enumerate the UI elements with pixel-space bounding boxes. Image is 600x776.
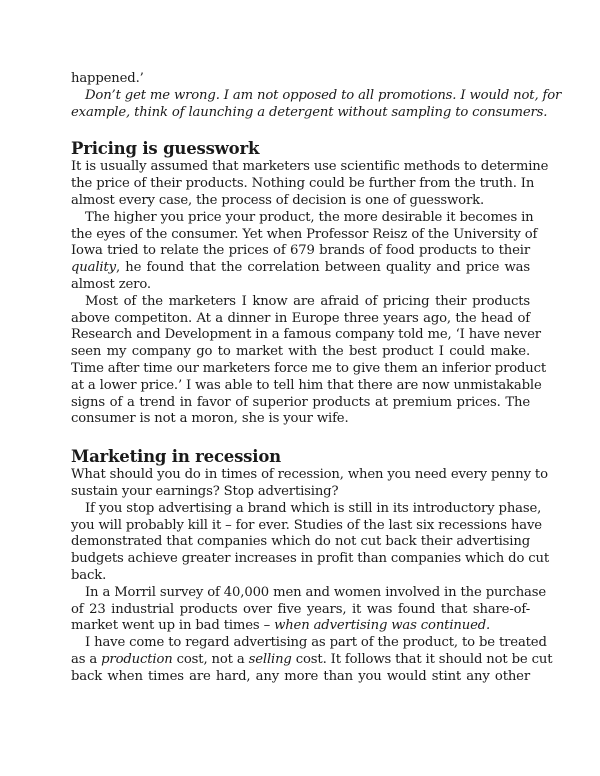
text-line: happened.’ [71, 71, 144, 86]
text-line: example, think of launching a detergent without sampling to consumers. [71, 104, 548, 120]
text-line: of 23 industrial products over five years, it was found that share-of- [71, 601, 530, 617]
text-line: Most of the marketers I know are afraid of pricing their products [85, 293, 530, 309]
text-line: Iowa tried to relate the prices of 679 brands of food products to their [71, 243, 530, 259]
text-line: It is usually assumed that marketers use scientific methods to determine [71, 159, 549, 175]
text-line: consumer is not a moron, she is your wife. [71, 411, 349, 427]
paragraph [71, 209, 538, 294]
italic-paragraph [71, 87, 562, 122]
text-line: almost zero. [71, 276, 151, 292]
text-line: signs of a trend in favor of superior products at premium prices. The [71, 394, 530, 410]
text-line: demonstrated that companies which do not cut back their advertising [71, 534, 530, 550]
text-line: Research and Development in a famous company told me, ‘I have never [71, 327, 541, 343]
section-heading-pricing: Pricing is guesswork [71, 139, 260, 159]
text-span: as a [71, 651, 102, 667]
text-line [71, 260, 530, 277]
text-line: The higher you price your product, the more desirable it becomes in [85, 209, 534, 225]
paragraph [71, 584, 547, 635]
text-line: the eyes of the consumer. Yet when Professor Reisz of the University of [71, 226, 538, 242]
paragraph [71, 467, 548, 501]
section-heading-recession: Marketing in recession [71, 447, 281, 467]
emphasis: when advertising was continued. [274, 618, 491, 634]
paragraph [71, 635, 553, 685]
text-line: at a lower price.’ I was able to tell him that there are now unmistakable [71, 377, 542, 393]
paragraph [71, 500, 550, 585]
text-span: , he found that the correlation between quality and price was [115, 260, 530, 276]
text-line [71, 651, 553, 669]
emphasis: quality [71, 260, 116, 276]
text-line: If you stop advertising a brand which is still in its introductory phase, [85, 500, 542, 516]
text-line: budgets achieve greater increases in profit than companies which do cut [71, 551, 550, 567]
text-line: back when times are hard, any more than you would stint any other [71, 668, 530, 684]
emphasis: selling [248, 651, 292, 667]
carryover-text [71, 71, 530, 88]
text-line: What should you do in times of recession, when you need every penny to [71, 467, 548, 483]
paragraph [71, 293, 547, 428]
document-page [71, 71, 562, 686]
text-span: cost, not a [172, 651, 249, 667]
text-line [71, 618, 530, 635]
text-line: I have come to regard advertising as part of the product, to be treated [85, 635, 547, 651]
text-line: seen my company go to market with the best product I could make. [71, 344, 530, 360]
text-line: Time after time our marketers force me to give them an inferior product [71, 360, 547, 376]
paragraph [71, 159, 549, 209]
text-line: almost every case, the process of decision is one of guesswork. [71, 192, 485, 208]
text-line: the price of their products. Nothing could be further from the truth. In [71, 176, 535, 192]
text-span: market went up in bad times – [71, 618, 275, 634]
text-line: you will probably kill it – for ever. Studies of the last six recessions have [71, 517, 542, 533]
emphasis: production [101, 651, 173, 667]
text-line: In a Morril survey of 40,000 men and women involved in the purchase [85, 584, 547, 600]
text-span: cost. It follows that it should not be cut [291, 651, 553, 667]
text-line: above competiton. At a dinner in Europe three years ago, the head of [71, 310, 530, 326]
text-line: sustain your earnings? Stop advertising? [71, 483, 339, 499]
text-line: Don’t get me wrong. I am not opposed to all promotions. I would not, for [85, 87, 562, 103]
text-line: back. [71, 567, 107, 583]
